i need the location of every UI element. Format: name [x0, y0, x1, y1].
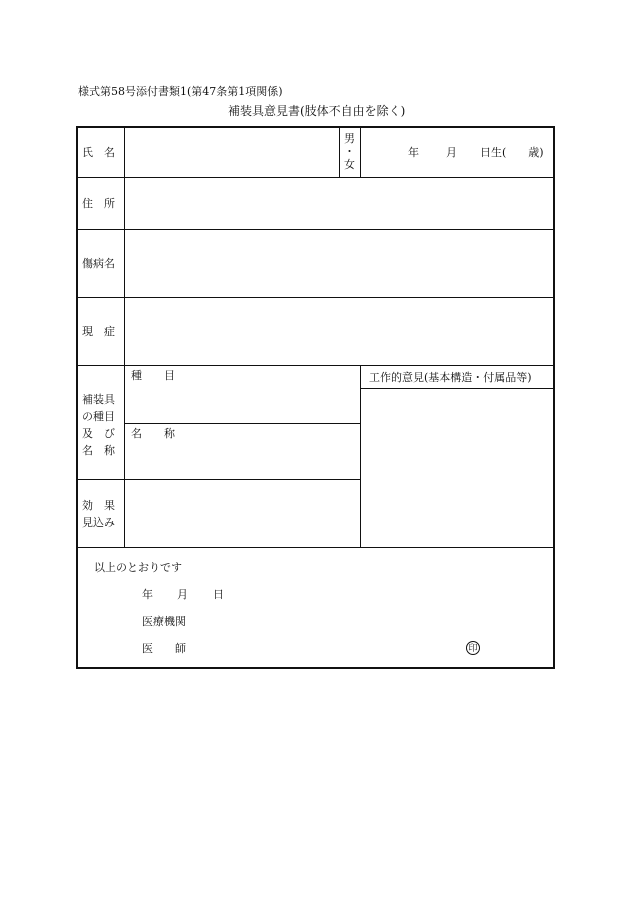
name-field[interactable] — [126, 128, 338, 176]
category-field[interactable] — [126, 384, 358, 422]
sex-male[interactable]: 男 — [344, 132, 355, 145]
doctor-label: 医 師 — [142, 642, 186, 655]
row-divider-device — [77, 479, 360, 480]
symptom-label: 現 症 — [82, 325, 115, 338]
row-divider-symptom — [77, 365, 554, 366]
engineering-opinion-label: 工作的意見(基本構造・付属品等) — [369, 371, 532, 384]
category-label: 種 目 — [131, 369, 175, 382]
disease-label: 傷病名 — [82, 257, 115, 270]
form-number: 様式第58号添付書類1(第47条第1項関係) — [78, 85, 283, 98]
birth-month-label: 月 — [446, 146, 457, 159]
effect-label-line2: 見込み — [82, 516, 115, 529]
effect-label-line1: 効 果 — [82, 499, 115, 512]
row-divider-effect — [77, 547, 554, 548]
row-divider-name — [77, 177, 554, 178]
effect-field[interactable] — [126, 481, 358, 546]
date-day-label: 日 — [213, 588, 224, 601]
device-label-line4: 名 称 — [82, 444, 115, 457]
opinion-column-divider — [360, 365, 361, 547]
disease-field[interactable] — [126, 231, 552, 296]
birth-year-label: 年 — [408, 146, 419, 159]
address-label: 住 所 — [82, 197, 115, 210]
address-field[interactable] — [126, 179, 552, 228]
device-label-line1: 補装具 — [82, 393, 115, 406]
row-divider-category — [124, 423, 360, 424]
device-name-label: 名 称 — [131, 427, 175, 440]
sex-female[interactable]: 女 — [344, 158, 355, 171]
symptom-field[interactable] — [126, 299, 552, 364]
seal-icon: 印 — [466, 641, 480, 655]
name-label: 氏 名 — [82, 146, 115, 159]
row-divider-disease — [77, 297, 554, 298]
sex-separator: ・ — [344, 145, 355, 158]
effect-label — [82, 497, 115, 531]
sex-column-right — [360, 127, 361, 177]
date-month-label: 月 — [177, 588, 188, 601]
statement-text: 以上のとおりです — [94, 561, 182, 574]
row-divider-opinion-header — [360, 388, 554, 389]
device-label-line2: の種目 — [82, 410, 115, 423]
device-label — [82, 391, 115, 459]
sex-column-left — [339, 127, 340, 177]
row-divider-address — [77, 229, 554, 230]
form-title: 補装具意見書(肢体不自由を除く) — [228, 104, 406, 118]
birth-day-age-label: 日生( 歳) — [480, 146, 544, 159]
date-year-label: 年 — [142, 588, 153, 601]
device-label-line3: 及 び — [82, 427, 115, 440]
label-column-divider — [124, 127, 125, 547]
device-name-field[interactable] — [126, 442, 358, 478]
engineering-opinion-field[interactable] — [362, 390, 552, 546]
institution-label: 医療機関 — [142, 615, 186, 628]
